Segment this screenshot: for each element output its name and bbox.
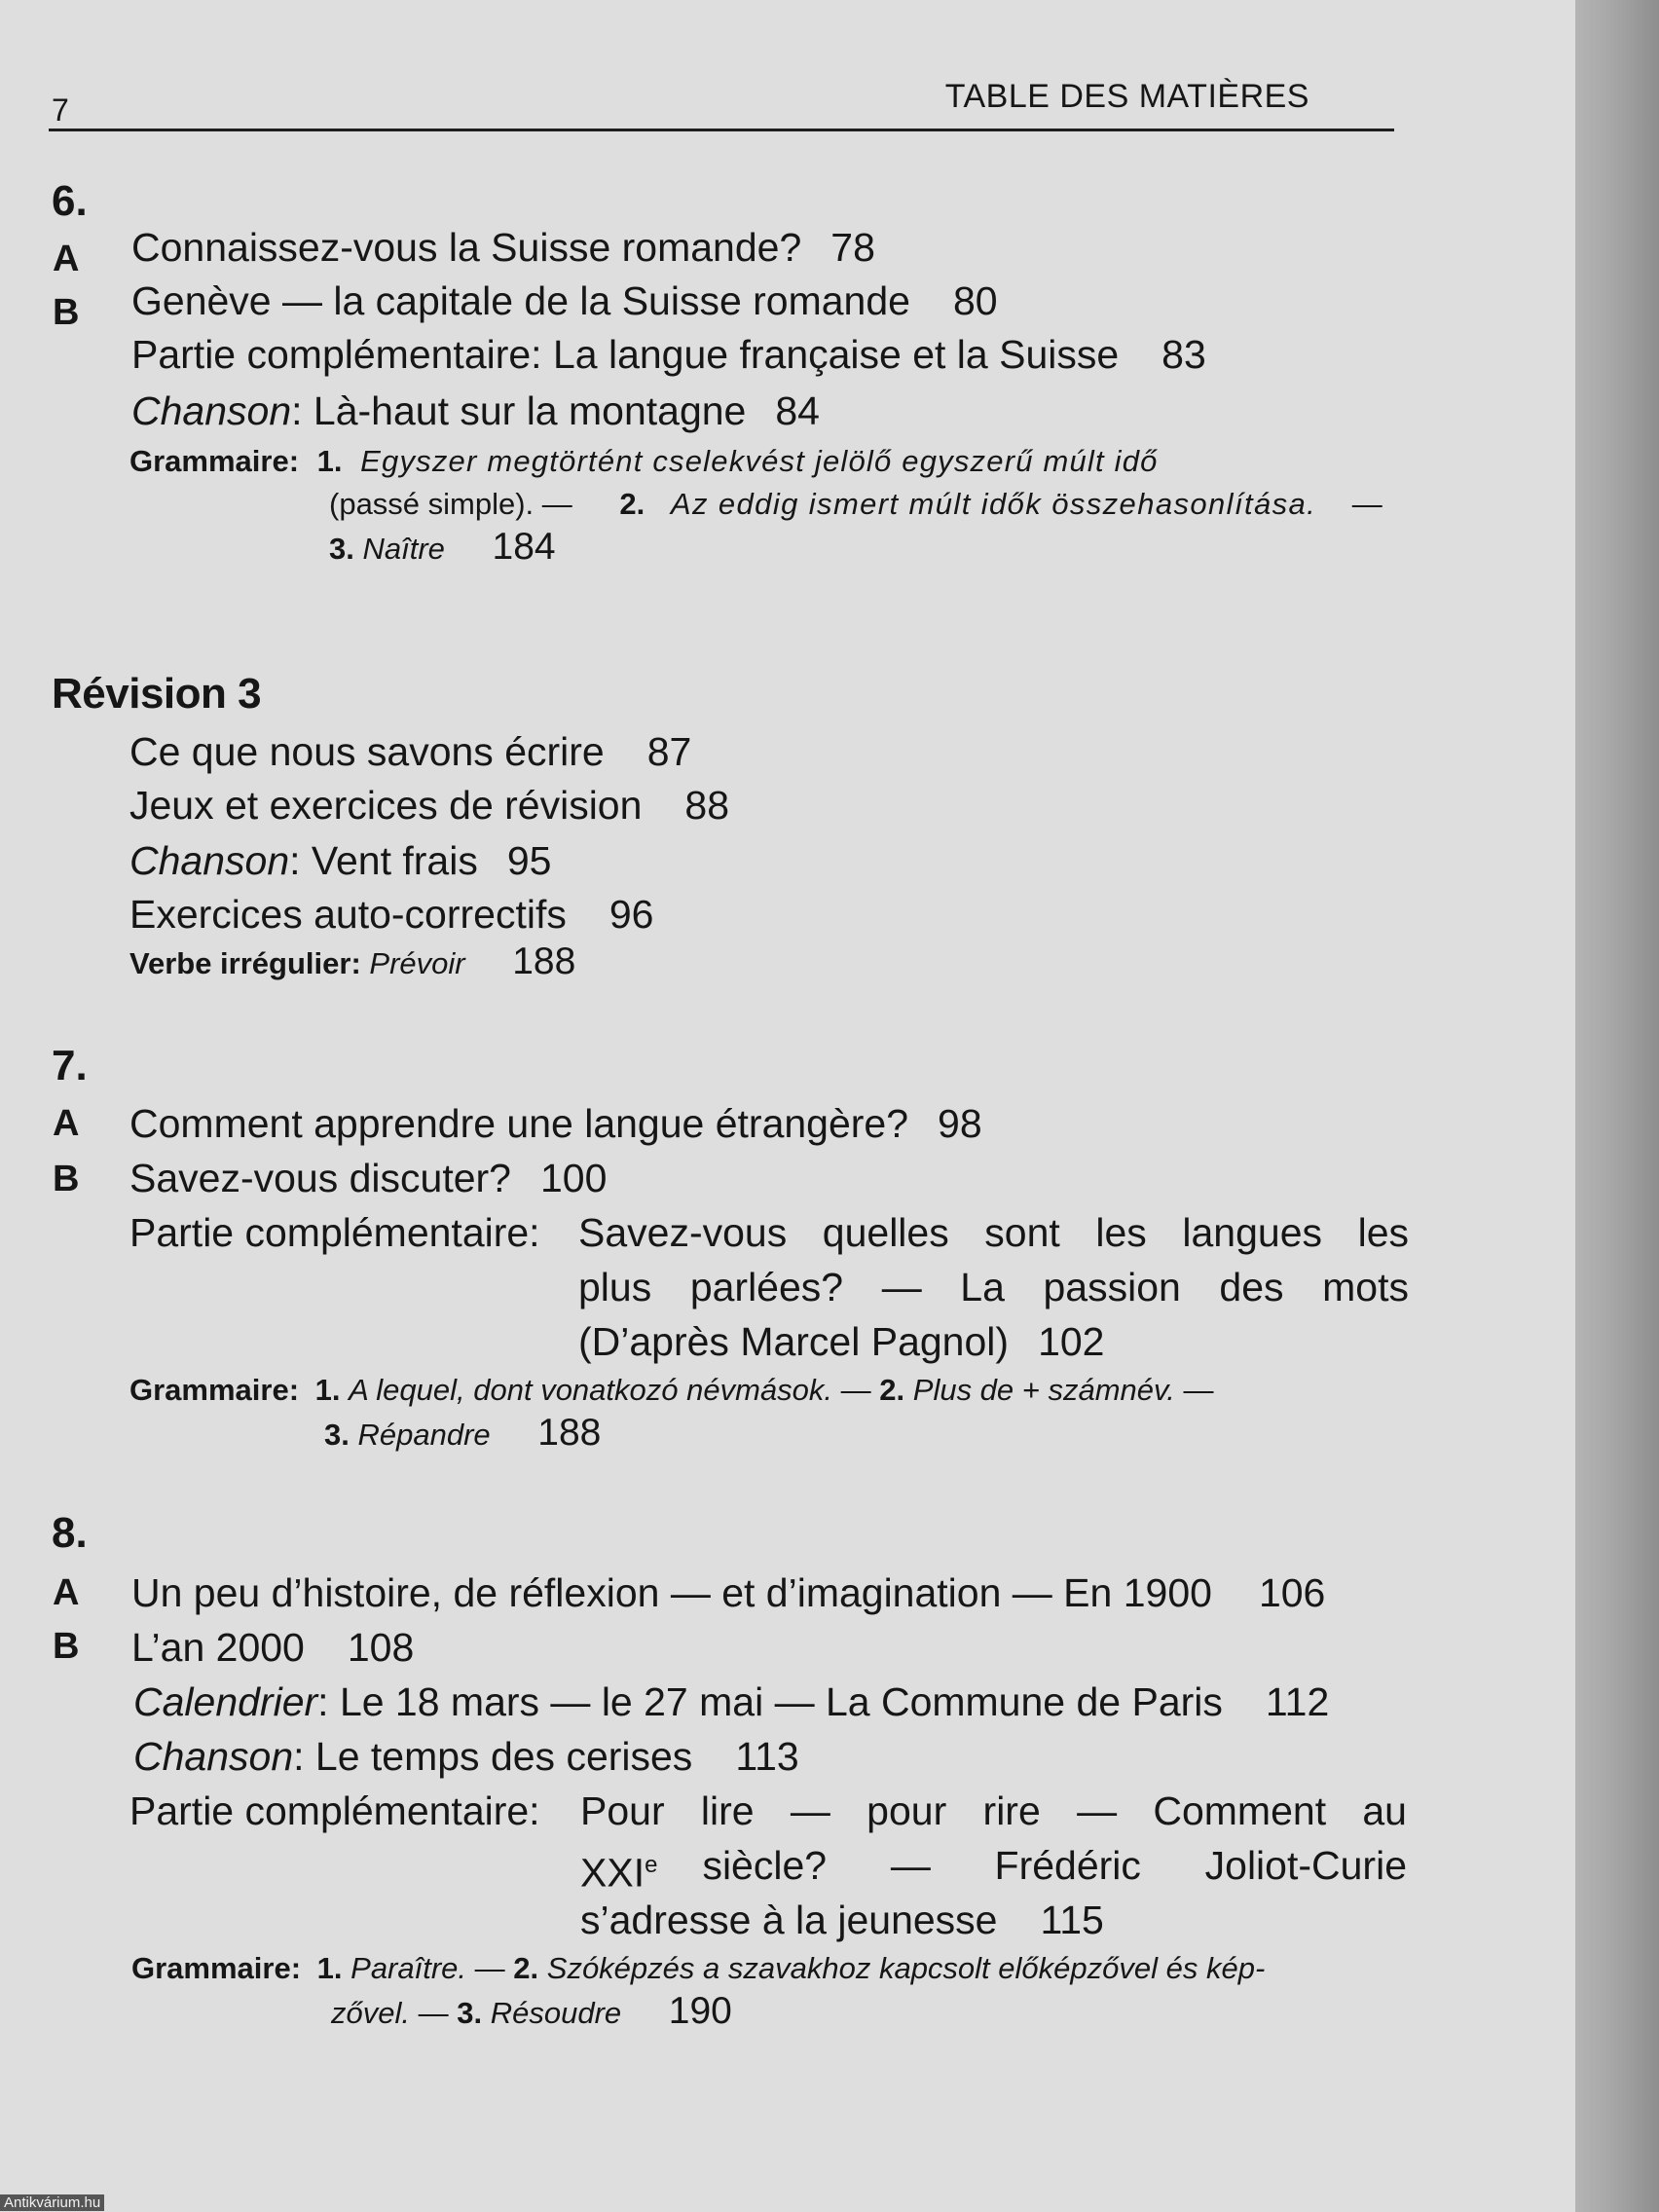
entry-text: Exercices auto-correctifs [129,892,567,937]
entry-page: 112 [1265,1679,1330,1724]
century-roman: XXI [580,1850,645,1896]
entry-text: Ce que nous savons écrire [129,729,605,774]
century-sup: e [645,1852,658,1878]
grammaire-num-1: 1. [314,1373,341,1407]
entry-page: 87 [646,729,692,774]
header-rule [49,129,1394,131]
entry-text: s’adresse à la jeunesse [580,1898,998,1942]
grammaire-sep: — [840,1373,871,1407]
entry-page: 113 [735,1734,799,1779]
entry-page: 106 [1258,1570,1326,1615]
entry-text: : Là-haut sur la montagne [291,388,747,433]
verbe-label: Verbe irrégulier: [129,946,361,980]
grammaire-label: Grammaire: [129,444,300,478]
chanson-label: Chanson [133,1734,294,1779]
section-6-grammaire-line2 [329,483,1382,526]
section-8-partie-line1: Pour lire — pour rire — Comment au [580,1788,1407,1833]
entry-text: : Le temps des cerises [293,1734,693,1779]
entry-text: : Le 18 mars — le 27 mai — La Commune de Paris [317,1679,1223,1724]
section-7-grammaire-line2 [324,1412,601,1456]
section-6-label-b: B [53,292,80,333]
grammaire-sep: — [1183,1373,1214,1407]
verbe-page: 188 [512,940,576,982]
grammaire-item-1-tail: (passé simple). — [329,487,572,521]
grammaire-num-2: 2. [619,487,645,521]
section-6-grammaire-line3 [329,526,556,571]
section-8-calendrier [133,1678,1329,1725]
section-7-partie-line2: plus parlées? — La passion des mots [578,1265,1409,1309]
entry-page: 96 [608,892,654,937]
section-6-partie [131,331,1206,378]
entry-text: siècle? — Frédéric Joliot-Curie [702,1843,1407,1888]
grammaire-item-2a: Szóképzés a szavakhoz kapcsolt előképzővel és kép- [546,1951,1266,1985]
entry-text: Connaissez-vous la Suisse romande? [131,225,802,270]
section-8-grammaire-line1 [131,1947,1265,1990]
grammaire-num-2: 2. [879,1373,905,1407]
entry-page: 84 [775,388,820,433]
section-6-number: 6. [52,177,88,225]
grammaire-page: 188 [537,1412,602,1454]
entry-page: 108 [347,1625,415,1670]
section-8-number: 8. [52,1509,88,1557]
section-6-grammaire-line1 [129,440,1159,483]
section-7-partie-line3 [578,1318,1104,1365]
section-8-partie-label: Partie complémentaire: [129,1788,540,1833]
grammaire-num-3: 3. [457,1996,483,2030]
chanson-label: Chanson [131,388,292,433]
entry-text: Genève — la capitale de la Suisse romande [131,278,910,323]
grammaire-item-3: Résoudre [490,1996,622,2030]
grammaire-label: Grammaire: [129,1373,300,1407]
entry-page: 102 [1038,1319,1105,1364]
section-8-label-a: A [53,1572,80,1613]
entry-text: Un peu d’histoire, de réflexion — et d’imagination — En 1900 [131,1570,1212,1615]
entry-page: 88 [684,783,730,828]
section-8-entry-b [131,1624,414,1671]
grammaire-item-3: Répandre [357,1418,491,1452]
grammaire-sep: — [474,1951,505,1985]
section-7-entry-a [129,1100,982,1147]
calendrier-label: Calendrier [133,1679,318,1724]
grammaire-num-2: 2. [513,1951,539,1985]
entry-text: (D’après Marcel Pagnol) [578,1319,1010,1364]
grammaire-num-1: 1. [316,1951,343,1985]
section-8-grammaire-line2 [331,1990,732,2035]
revision-entry-chanson [129,837,551,884]
grammaire-num-1: 1. [316,444,343,478]
grammaire-item-1: Paraître. [350,1951,467,1985]
section-7-partie-line1: Savez-vous quelles sont les langues les [578,1210,1409,1255]
entry-text: L’an 2000 [131,1625,305,1670]
section-7-label-b: B [53,1159,80,1199]
revision-3-title: Révision 3 [52,670,262,718]
revision-entry [129,782,729,829]
grammaire-item-2: Az eddig ismert múlt idők összehasonlítása. [670,487,1317,521]
book-spine-edge [1575,0,1659,2212]
entry-page: 83 [1161,332,1206,377]
grammaire-item-2b: zővel. [331,1996,410,2030]
section-6-entry-b [131,277,998,324]
entry-text: Savez-vous discuter? [129,1156,511,1200]
entry-page: 115 [1040,1898,1104,1942]
entry-page: 98 [938,1101,982,1146]
section-6-entry-a [131,224,875,271]
section-8-chanson [133,1733,799,1780]
revision-entry [129,728,691,775]
grammaire-dash: — [1351,487,1382,521]
entry-page: 80 [952,278,998,323]
section-7-partie-label: Partie complémentaire: [129,1210,540,1255]
section-7-number: 7. [52,1042,88,1089]
entry-text: : Vent frais [289,838,478,883]
entry-text: Jeux et exercices de révision [129,783,643,828]
running-header-title: TABLE DES MATIÈRES [944,78,1309,115]
grammaire-page: 184 [492,526,556,568]
entry-page: 100 [539,1156,608,1200]
section-7-grammaire-line1 [129,1369,1213,1412]
section-6-label-a: A [53,239,80,279]
section-8-label-b: B [53,1626,80,1667]
grammaire-page: 190 [668,1990,732,2032]
revision-verbe-irregulier [129,940,575,985]
entry-text: Comment apprendre une langue étrangère? [129,1101,909,1146]
grammaire-item-2: Plus de + számnév. [912,1373,1175,1407]
grammaire-num-3: 3. [329,532,354,566]
entry-text: Partie complémentaire: La langue française et la Suisse [131,332,1120,377]
verbe-text: Prévoir [369,946,465,980]
century-label [580,1842,657,1897]
grammaire-item-1: A lequel, dont vonatkozó névmások. [349,1373,833,1407]
watermark: Antikvárium.hu [0,2194,104,2211]
chanson-label: Chanson [129,838,290,883]
grammaire-item-1: Egyszer megtörtént cselekvést jelölő egyszerű múlt idő [360,444,1159,478]
section-8-partie-line2 [580,1842,1407,1897]
section-8-entry-a [131,1569,1325,1616]
entry-page: 95 [506,838,552,883]
section-8-partie-line3 [580,1897,1104,1943]
page-number: 7 [52,92,69,128]
grammaire-sep: — [418,1996,449,2030]
entry-page: 78 [830,225,875,270]
section-7-entry-b [129,1155,607,1201]
section-7-label-a: A [53,1103,80,1144]
section-6-chanson [131,387,820,434]
grammaire-num-3: 3. [324,1418,350,1452]
grammaire-label: Grammaire: [131,1951,302,1985]
revision-entry [129,891,653,938]
grammaire-item-3: Naître [362,532,445,566]
